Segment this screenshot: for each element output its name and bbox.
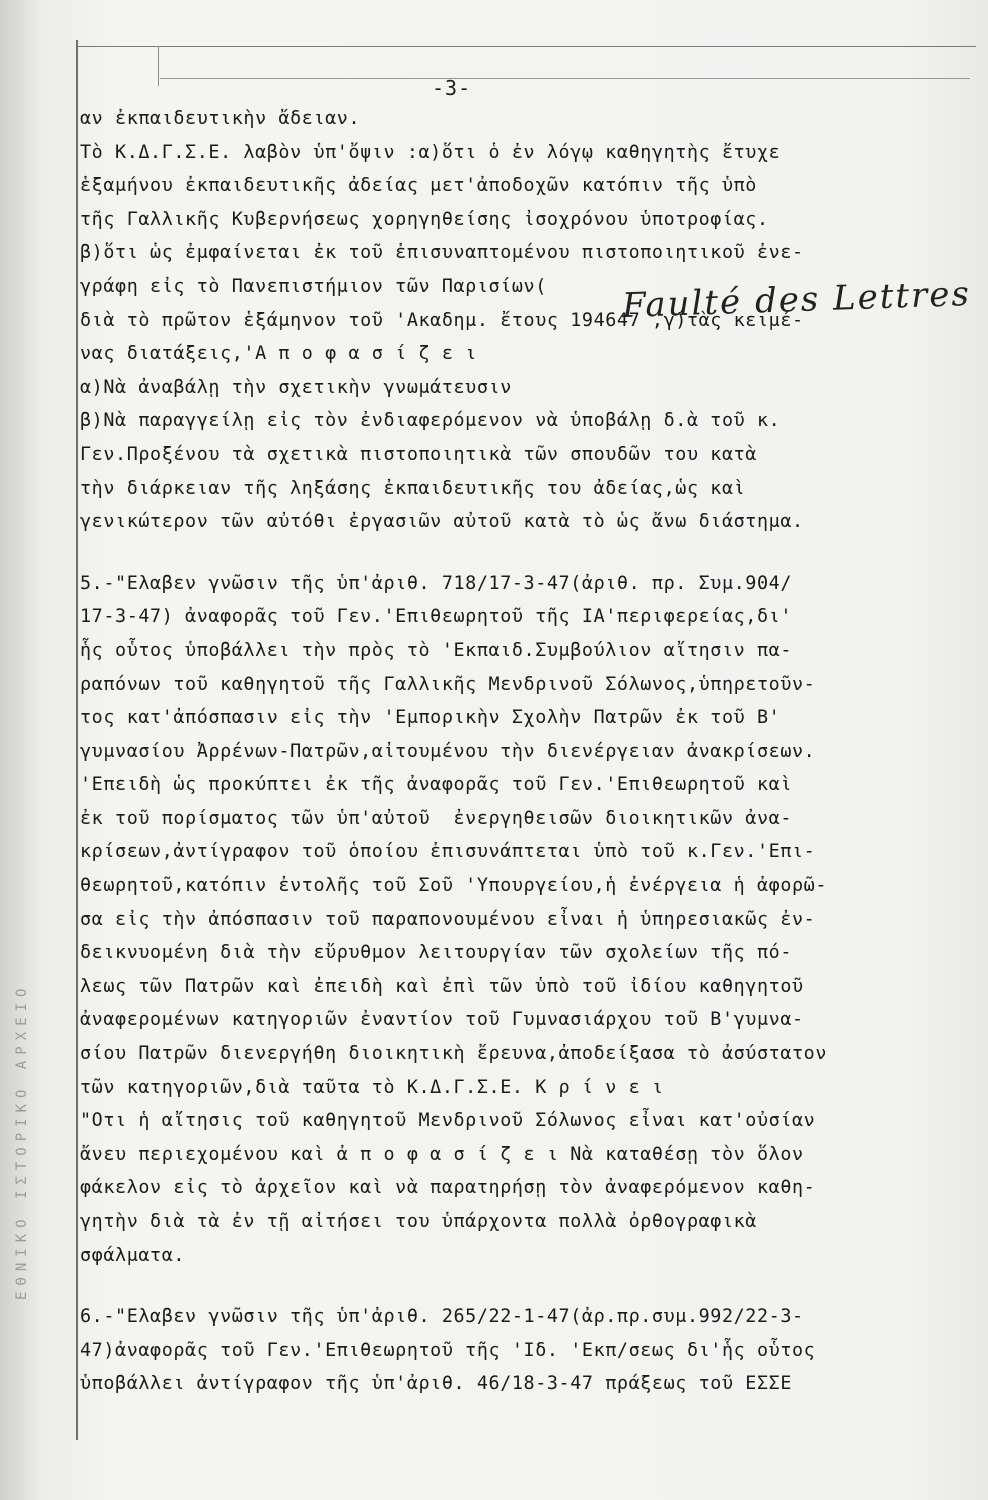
text-line: 'Επειδὴ ὡς προκύπτει ἐκ τῆς ἀναφορᾶς τοῦ Γεν.'Επιθεωρητοῦ καὶ [80, 774, 792, 796]
text-line: φάκελον εἰς τὸ ἀρχεῖον καὶ νὰ παρατηρήσῃ τὸν ἀναφερόμενον καθη- [80, 1177, 816, 1199]
text-line: Τὸ Κ.Δ.Γ.Σ.Ε. λαβὸν ὑπ'ὄψιν :α)ὅτι ὁ ἐν λόγῳ καθηγητὴς ἔτυχε [80, 141, 781, 163]
ruled-line-vertical [158, 46, 159, 86]
handwritten-note: Faulté des Lettres [621, 273, 972, 327]
text-line: α)Νὰ ἀναβάλῃ τὴν σχετικὴν γνωμάτευσιν [80, 376, 512, 398]
text-line: δεικνυομένη διὰ τὴν εὔρυθμον λειτουργίαν τῶν σχολείων τῆς πό- [80, 942, 792, 964]
text-line: σίου Πατρῶν διενεργήθη διοικητικὴ ἔρευνα,ἀποδείξασα τὸ ἀσύστατον [80, 1043, 828, 1065]
text-line: λεως τῶν Πατρῶν καὶ ἐπειδὴ καὶ ἐπὶ τῶν ὑπὸ τοῦ ἰδίου καθηγητοῦ [80, 975, 804, 997]
spacer [80, 539, 940, 567]
text-line: 6.-"Ελαβεν γνῶσιν τῆς ὑπ'ἀριθ. 265/22-1-47(ἀρ.πρ.συμ.992/22-3- [80, 1306, 804, 1328]
text-line: θεωρητοῦ,κατόπιν ἐντολῆς τοῦ Σοῦ 'Υπουργείου,ἡ ἐνέργεια ἡ ἀφορῶ- [80, 875, 828, 897]
text-line: σα εἰς τὴν ἀπόσπασιν τοῦ παραπονουμένου εἶναι ἡ ὑπηρεσιακῶς ἐν- [80, 908, 816, 930]
text-line: Γεν.Προξένου τὰ σχετικὰ πιστοποιητικὰ τῶν σπουδῶν του κατὰ [80, 443, 757, 465]
page-number: -3- [432, 76, 472, 100]
text-line: αν ἐκπαιδευτικὴν ἄδειαν. [80, 108, 361, 129]
text-line: τος κατ'ἀπόσπασιν εἰς τὴν 'Εμπορικὴν Σχολὴν Πατρῶν ἐκ τοῦ Β' [80, 707, 781, 729]
text-line: σφάλματα. [80, 1244, 186, 1266]
spacer [80, 1272, 940, 1300]
text-line: κρίσεων,ἀντίγραφον τοῦ ὁποίου ἐπισυνάπτεται ὑπὸ τοῦ κ.Γεν.'Επι- [80, 841, 816, 863]
ruled-line-margin [76, 40, 78, 1440]
margin-archive-text: ΕΘΝΙΚΟ ΙΣΤΟΡΙΚΟ ΑΡΧΕΙΟ [14, 982, 30, 1300]
text-line: ἧς οὗτος ὑποβάλλει τὴν πρὸς τὸ 'Εκπαιδ.Συμβούλιον αἴτησιν πα- [80, 639, 792, 661]
text-line: τὴν διάρκειαν τῆς ληξάσης ἐκπαιδευτικῆς του ἀδείας,ὡς καὶ [80, 477, 746, 499]
paragraph-section-6 [80, 1300, 940, 1401]
text-line: γενικώτερον τῶν αὐτόθι ἐργασιῶν αὐτοῦ κατὰ τὸ ὡς ἄνω διάστημα. [80, 511, 804, 533]
text-line: ἐκ τοῦ πορίσματος τῶν ὑπ'αὐτοῦ ἐνεργηθεισῶν διοικητικῶν ἀνα- [80, 807, 792, 829]
text-line: ἑξαμήνου ἐκπαιδευτικῆς ἀδείας μετ'ἀποδοχῶν κατόπιν τῆς ὑπὸ [80, 175, 757, 197]
ruled-line-top [76, 46, 976, 47]
text-line: β)Νὰ παραγγείλῃ εἰς τὸν ἐνδιαφερόμενον νὰ ὑποβάλῃ δ.ὰ τοῦ κ. [80, 410, 781, 432]
text-line: ὑποβάλλει ἀντίγραφον τῆς ὑπ'ἀριθ. 46/18-3-47 πράξεως τοῦ ΕΣΣΕ [80, 1373, 792, 1395]
text-line: "Οτι ἡ αἴτησις τοῦ καθηγητοῦ Μενδρινοῦ Σόλωνος εἶναι κατ'οὐσίαν [80, 1110, 816, 1132]
text-line: τῶν κατηγοριῶν,διὰ ταῦτα τὸ Κ.Δ.Γ.Σ.Ε. Κ ρ ί ν ε ι [80, 1076, 664, 1098]
text-line: ἀναφερομένων κατηγοριῶν ἐναντίον τοῦ Γυμνασιάρχου τοῦ Β'γυμνα- [80, 1009, 804, 1031]
text-line: 47)ἀναφορᾶς τοῦ Γεν.'Επιθεωρητοῦ τῆς 'Ιδ. 'Εκπ/σεως δι'ἧς οὗτος [80, 1339, 816, 1361]
text-line: ἄνευ περιεχομένου καὶ ἀ π ο φ α σ ί ζ ε ι Νὰ καταθέσῃ τὸν ὅλον [80, 1143, 804, 1165]
text-line: γητὴν διὰ τὰ ἐν τῇ αἰτήσει του ὑπάρχοντα πολλὰ ὀρθογραφικὰ [80, 1211, 757, 1232]
text-line: 17-3-47) ἀναφορᾶς τοῦ Γεν.'Επιθεωρητοῦ τῆς ΙΑ'περιφερείας,δι' [80, 606, 792, 628]
text-line: β)ὅτι ὡς ἐμφαίνεται ἐκ τοῦ ἐπισυναπτομένου πιστοποιητικοῦ ἐνε- [80, 242, 804, 264]
text-line: τῆς Γαλλικῆς Κυβερνήσεως χορηγηθείσης ἰσοχρόνου ὑποτροφίας. [80, 208, 769, 230]
paragraph-section-4 [80, 102, 940, 539]
text-line: γράφη εἰς τὸ Πανεπιστήμιον τῶν Παρισίων( [80, 275, 547, 297]
text-line: ραπόνων τοῦ καθηγητοῦ τῆς Γαλλικῆς Μενδρινοῦ Σόλωνος,ὑπηρετοῦν- [80, 673, 816, 695]
ruled-line-header [160, 78, 970, 79]
text-line: διὰ τὸ πρῶτον ἑξάμηνον τοῦ 'Ακαδημ. ἔτους 194647 ,γ)τὰς κειμέ- [80, 309, 804, 331]
text-line: 5.-"Ελαβεν γνῶσιν τῆς ὑπ'ἀριθ. 718/17-3-47(ἀριθ. πρ. Συμ.904/ [80, 572, 792, 594]
paragraph-section-5 [80, 567, 940, 1272]
text-line: νας διατάξεις,'Α π ο φ α σ ί ζ ε ι [80, 343, 477, 365]
text-line: γυμνασίου Ἀρρένων-Πατρῶν,αἰτουμένου τὴν διενέργειαν ἀνακρίσεων. [80, 740, 816, 762]
